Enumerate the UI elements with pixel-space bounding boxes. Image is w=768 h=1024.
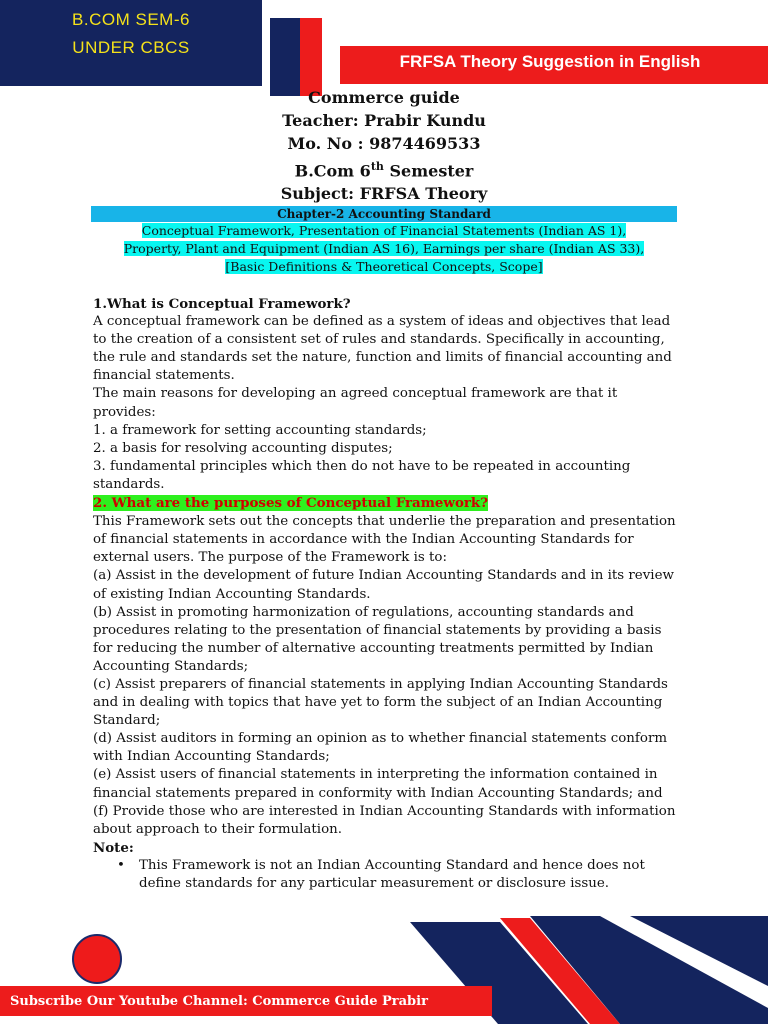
note-label: Note:	[93, 839, 134, 856]
subscribe-text: Subscribe Our Youtube Channel: Commerce Guide Prabir	[10, 993, 428, 1009]
bullet-icon: •	[117, 857, 125, 873]
semester-badge	[0, 0, 262, 86]
note-bullet-item	[117, 857, 683, 893]
semester-post: Semester	[383, 161, 474, 181]
question-1: 1.What is Conceptual Framework?	[93, 296, 351, 312]
list-item: (c) Assist preparers of financial statements in applying Indian Accounting Standards and in dealing with topics that have yet to form the subject of an Indian Accounting Standard;	[93, 676, 668, 729]
footer-bar	[0, 986, 492, 1016]
title-subject: Subject: FRFSA Theory	[280, 184, 488, 204]
list-item: (e) Assist users of financial statements in interpreting the information contained in financial statements prepared in conformity with Indian Accounting Standards; and	[93, 767, 663, 801]
semester-pre: B.Com 6	[294, 161, 371, 181]
list-item: 1. a framework for setting accounting standards;	[93, 422, 427, 438]
answer-1-para-1: A conceptual framework can be defined as a system of ideas and objectives that lead to the creation of a consistent set of rules and standards. Specifically in accounting, the rule and standards set the nature, function and limits of financial accounting and financial statements.	[93, 314, 672, 384]
chapter-topic-line-3: [Basic Definitions & Theoretical Concepts, Scope]	[225, 259, 543, 274]
answer-1-para-2: The main reasons for developing an agreed conceptual framework are that it provides:	[93, 386, 618, 420]
list-item: 2. a basis for resolving accounting disputes;	[93, 440, 393, 456]
main-content	[93, 295, 683, 893]
badge-line-2: UNDER CBCS	[72, 38, 190, 57]
list-item: (a) Assist in the development of future Indian Accounting Standards and in its review of existing Indian Accounting Standards.	[93, 568, 674, 602]
title-commerce-guide: Commerce guide	[308, 88, 460, 107]
semester-sup: th	[370, 160, 384, 173]
chapter-box	[91, 206, 677, 276]
list-item: 3. fundamental principles which then do not have to be repeated in accounting standards.	[93, 458, 631, 492]
red-circle-icon	[72, 934, 122, 984]
title-semester	[0, 155, 768, 182]
list-item: (b) Assist in promoting harmonization of regulations, accounting standards and procedures relating to the presentation of financial statements by providing a basis for reducing the number of alternative accounting treatments permitted by Indian Accounting Standards;	[93, 604, 662, 674]
chapter-heading: Chapter-2 Accounting Standard	[91, 206, 677, 222]
chapter-topics	[91, 222, 677, 276]
title-mobile: Mo. No : 9874469533	[287, 134, 481, 153]
title-teacher: Teacher: Prabir Kundu	[282, 111, 486, 130]
badge-line-1: B.COM SEM-6	[72, 10, 190, 29]
note-bullet-text: This Framework is not an Indian Accounting Standard and hence does not define standards for any particular measurement or disclosure issue.	[139, 857, 645, 891]
list-item: (f) Provide those who are interested in Indian Accounting Standards with information about approach to their formulation.	[93, 803, 676, 837]
header-banner-title: FRFSA Theory Suggestion in English	[399, 52, 701, 71]
list-item: (d) Assist auditors in forming an opinion as to whether financial statements conform with Indian Accounting Standards;	[93, 731, 668, 765]
chapter-topic-line-1: Conceptual Framework, Presentation of Financial Statements (Indian AS 1),	[141, 223, 627, 238]
question-2: 2. What are the purposes of Conceptual Framework?	[93, 495, 489, 512]
title-block	[0, 86, 768, 205]
chapter-topic-line-2: Property, Plant and Equipment (Indian AS 16), Earnings per share (Indian AS 33),	[123, 241, 645, 256]
answer-2-intro: This Framework sets out the concepts that underlie the preparation and presentation of financial statements in accordance with the Indian Accounting Standards for external users. The purpose of the Framework is to:	[93, 514, 676, 566]
